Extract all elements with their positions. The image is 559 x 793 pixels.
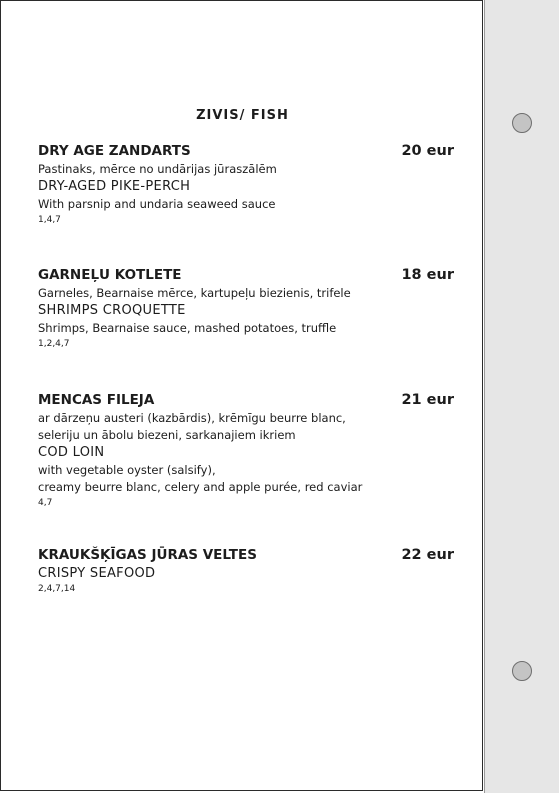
dish-name-en: SHRIMPS CROQUETTE — [38, 303, 186, 318]
allergen-codes: 1,2,4,7 — [38, 339, 70, 349]
dish-description-lv: Garneles, Bearnaise mērce, kartupeļu biezienis, trifele — [38, 286, 351, 300]
dish-price: 22 eur — [401, 547, 454, 563]
menu-item — [38, 142, 454, 227]
dish-description-lv: Pastinaks, mērce no undārijas jūraszālēm — [38, 162, 277, 176]
menu-item — [38, 266, 454, 351]
dish-price: 20 eur — [401, 143, 454, 159]
binder-ring-icon — [512, 113, 532, 133]
menu-item-header — [38, 142, 454, 160]
allergen-codes: 1,4,7 — [38, 215, 61, 225]
dish-description-en: With parsnip and undaria seaweed sauce — [38, 197, 276, 211]
dish-description-en: creamy beurre blanc, celery and apple purée, red caviar — [38, 480, 363, 494]
dish-description-en: with vegetable oyster (salsify), — [38, 463, 216, 477]
section-title: ZIVIS/ FISH — [196, 108, 289, 123]
dish-name-lv: MENCAS FILEJA — [38, 392, 155, 408]
dish-name-en: COD LOIN — [38, 445, 105, 460]
dish-description-lv: seleriju un ābolu biezeni, sarkanajiem ikriem — [38, 428, 296, 442]
dish-price: 21 eur — [401, 392, 454, 408]
dish-name-lv: DRY AGE ZANDARTS — [38, 143, 191, 159]
allergen-codes: 2,4,7,14 — [38, 584, 76, 594]
dish-name-lv: GARNEĻU KOTLETE — [38, 267, 182, 283]
allergen-codes: 4,7 — [38, 498, 53, 508]
dish-name-lv: KRAUKŠĶĪGAS JŪRAS VELTES — [38, 547, 257, 563]
menu-item-header — [38, 546, 454, 564]
dish-description-en: Shrimps, Bearnaise sauce, mashed potatoes, truffle — [38, 321, 337, 335]
menu-item-header — [38, 266, 454, 284]
menu-item — [38, 391, 454, 510]
dish-price: 18 eur — [401, 267, 454, 283]
binder-ring-icon — [512, 661, 532, 681]
menu-item-header — [38, 391, 454, 409]
menu-item — [38, 546, 454, 596]
dish-description-lv: ar dārzeņu austeri (kazbārdis), krēmīgu beurre blanc, — [38, 411, 346, 425]
dish-name-en: CRISPY SEAFOOD — [38, 566, 156, 581]
binder-strip — [484, 0, 559, 793]
dish-name-en: DRY-AGED PIKE-PERCH — [38, 179, 191, 194]
